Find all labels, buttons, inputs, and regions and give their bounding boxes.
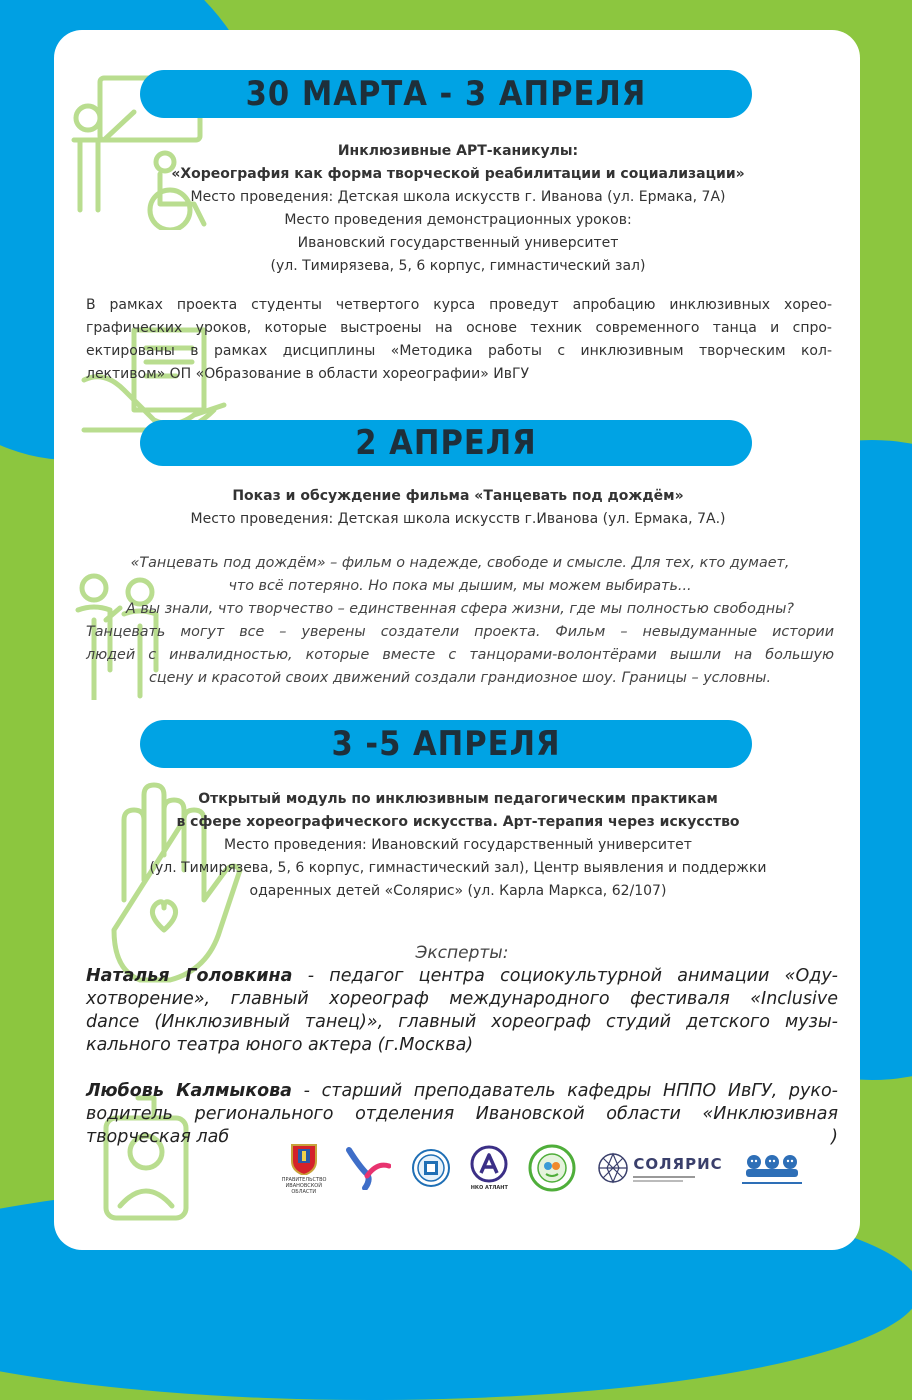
green-circle-logo-icon <box>528 1144 576 1192</box>
expert-bio: кального театра юного актера (г.Москва) <box>86 1035 474 1055</box>
event-venue: Место проведения: Ивановский государственный университет <box>224 837 692 853</box>
logo-caption: ПРАВИТЕЛЬСТВО ИВАНОВСКОЙ ОБЛАСТИ <box>281 1177 327 1195</box>
expert-bio: dance (Инклюзивный танец)», главный хореограф студий детского музы- <box>86 1012 838 1032</box>
event-subtitle: в сфере хореографического искусства. Арт-терапия через искусство <box>176 814 740 830</box>
atlant-logo-icon <box>470 1145 508 1191</box>
event-title: Показ и обсуждение фильма «Танцевать под дождём» <box>232 488 684 504</box>
date-label: 3 -5 АПРЕЛЯ <box>331 724 561 764</box>
expert-bio: ) <box>831 1127 838 1147</box>
solaris-logo-icon <box>595 1150 722 1186</box>
government-crest-icon <box>282 1141 326 1195</box>
expert-line <box>86 1080 838 1103</box>
description-line: графических уроков, которые выстроены на основе техник современного танца и спро- <box>86 320 832 336</box>
event-venue: одаренных детей «Солярис» (ул. Карла Маркса, 62/107) <box>249 883 667 899</box>
event-title: Открытый модуль по инклюзивным педагогическим практикам <box>198 791 718 807</box>
event-info-1 <box>76 140 840 278</box>
description-line: что всё потеряно. Но пока мы дышим, мы можем выбирать... <box>228 578 692 594</box>
partner-logos <box>272 1138 812 1198</box>
logo-caption: СОЛЯРИС <box>633 1154 723 1173</box>
event-info-3 <box>76 788 840 903</box>
date-pill-2 <box>140 420 752 466</box>
description-line: Танцевать могут все – уверены создатели проекта. Фильм – невыдуманные истории <box>86 624 834 640</box>
date-label: 2 АПРЕЛЯ <box>355 423 537 463</box>
university-logo-icon <box>411 1148 451 1188</box>
description-line: людей с инвалидностью, которые вместе с танцорами-волонтёрами вышли на большую <box>86 647 834 663</box>
event-venue: Место проведения: Детская школа искусств г. Иванова (ул. Ермака, 7А) <box>190 189 726 205</box>
event-venue-org: Ивановский государственный университет <box>297 235 619 251</box>
description-line: сцену и красотой своих движений создали грандиозное шоу. Границы – условны. <box>148 670 772 686</box>
expert-name: Наталья Головкина <box>86 966 293 986</box>
bird-logo-icon <box>345 1146 391 1190</box>
event-venue: (ул. Тимирязева, 5, 6 корпус, гимнастический зал), Центр выявления и поддержки <box>149 860 767 876</box>
school-kids-logo-icon <box>742 1153 802 1184</box>
description-line: А вы знали, что творчество – единственная сфера жизни, где мы полностью свободны? <box>126 601 794 617</box>
experts-section <box>86 942 838 1149</box>
event-venue-demo: Место проведения демонстрационных уроков: <box>284 212 632 228</box>
flyer-card <box>54 30 860 1250</box>
event-description-1 <box>86 294 832 386</box>
expert-bio: водитель регионального отделения Ивановской области «Инклюзивная <box>86 1104 838 1124</box>
event-description-2 <box>86 552 834 690</box>
description-line: В рамках проекта студенты четвертого курса проведут апробацию инклюзивных хорео- <box>86 297 832 313</box>
event-info-2 <box>76 485 840 531</box>
expert-line <box>86 965 838 988</box>
event-venue-address: (ул. Тимирязева, 5, 6 корпус, гимнастический зал) <box>270 258 646 274</box>
expert-bio: творческая лаб <box>86 1127 230 1147</box>
date-pill-1 <box>140 70 752 118</box>
description-line: «Танцевать под дождём» – фильм о надежде, свободе и смысле. Для тех, кто думает, <box>130 555 790 571</box>
experts-heading: Эксперты: <box>415 943 509 963</box>
expert-bio: - педагог центра социокультурной анимации «Оду- <box>292 966 838 986</box>
expert-bio: хотворение», главный хореограф международного фестиваля «Inclusive <box>86 989 838 1009</box>
date-label: 30 МАРТА - 3 АПРЕЛЯ <box>245 74 647 114</box>
expert-name: Любовь Калмыкова <box>86 1081 292 1101</box>
event-title: Инклюзивные АРТ-каникулы: <box>337 143 579 159</box>
date-pill-3 <box>140 720 752 768</box>
event-venue: Место проведения: Детская школа искусств г.Иванова (ул. Ермака, 7А.) <box>190 511 726 527</box>
expert-bio: - старший преподаватель кафедры НППО ИвГУ, руко- <box>291 1081 838 1101</box>
logo-caption: НКО АТЛАНТ <box>470 1185 508 1191</box>
event-subtitle: «Хореография как форма творческой реабилитации и социализации» <box>171 166 745 182</box>
description-line: ектированы в рамках дисциплины «Методика работы с инклюзивным творческим кол- <box>86 343 832 359</box>
description-line: лективом» ОП «Образование в области хореографии» ИвГУ <box>86 366 530 382</box>
